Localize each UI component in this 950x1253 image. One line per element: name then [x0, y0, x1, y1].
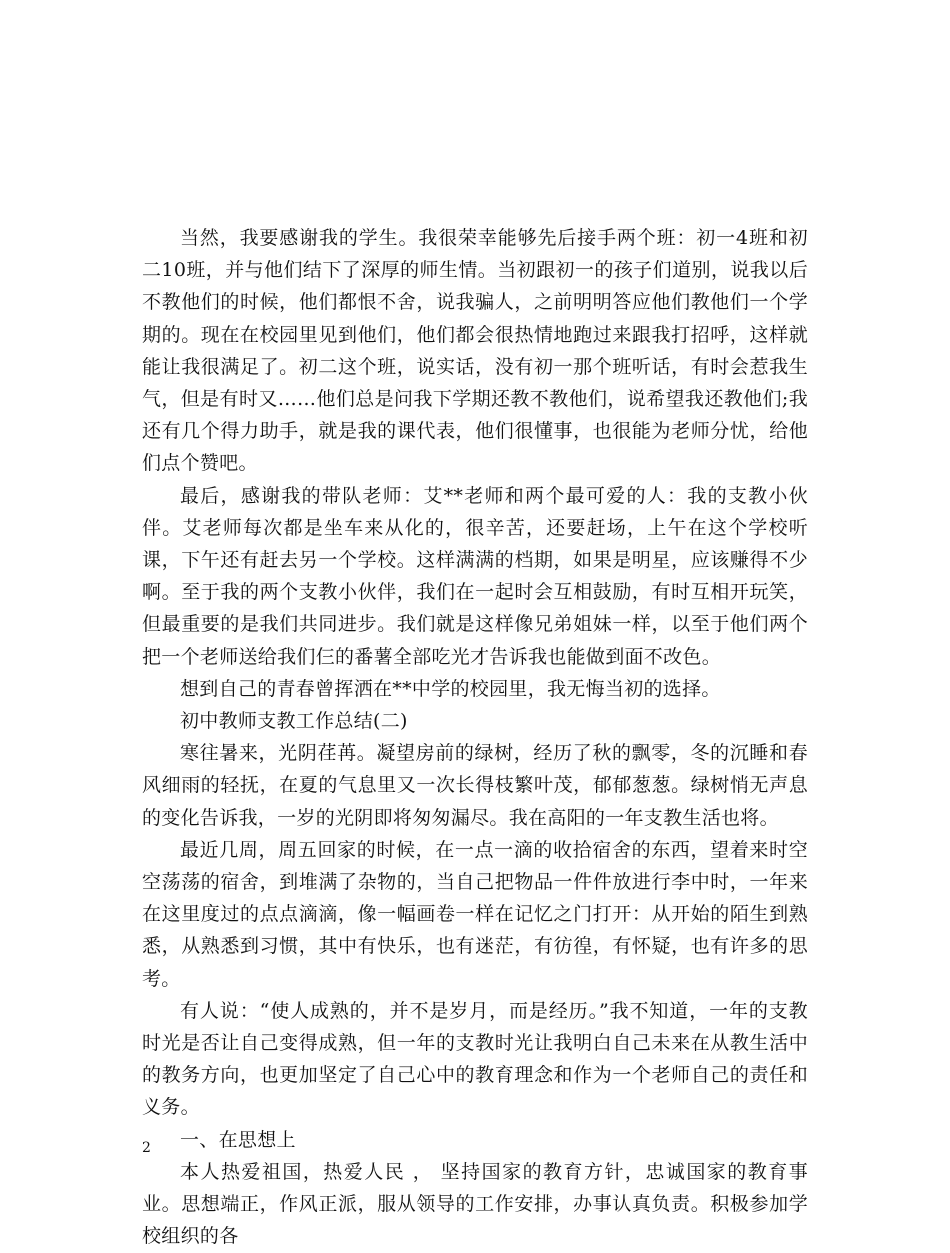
section-title: 初中教师支教工作总结(二) — [180, 710, 408, 733]
subsection-heading: 一、在思想上 — [180, 1128, 296, 1151]
paragraph-no-regret: 想到自己的青春曾挥洒在**中学的校园里，我无悔当初的选择。 — [180, 677, 721, 700]
page-number: 2 — [142, 1140, 151, 1156]
paragraph-experience: 有人说：“使人成熟的，并不是岁月，而是经历。”我不知道，一年的支教时光是否让自己变得成熟，但一年的支教时光让我明白自己未来在从教生活中的教务方向，也更加坚定了自己心中的教育理念和作为一个老师自己的责任和义务。 — [142, 999, 808, 1119]
document-body — [142, 222, 808, 1253]
paragraph-thanks-students: 当然，我要感谢我的学生。我很荣幸能够先后接手两个班：初一4班和初二10班，并与他们结下了深厚的师生情。当初跟初一的孩子们道别，说我以后不教他们的时候，他们都恨不舍，说我骗人，之前明明答应他们教他们一个学期的。现在在校园里见到他们，他们都会很热情地跑过来跟我打招呼，这样就能让我很满足了。初二这个班，说实话，没有初一那个班听话，有时会惹我生气，但是有时又……他们总是问我下学期还教不教他们，说希望我还教他们;我还有几个得力助手，就是我的课代表，他们很懂事，也很能为老师分忧，给他们点个赞吧。 — [142, 227, 808, 475]
paragraph-ideology: 本人热爱祖国，热爱人民 ， 坚持国家的教育方针，忠诚国家的教育事业。思想端正，作风正派，服从领导的工作安排，办事认真负责。积极参加学校组织的各 — [142, 1160, 808, 1248]
paragraph-thanks-teachers: 最后，感谢我的带队老师：艾**老师和两个最可爱的人：我的支教小伙伴。艾老师每次都是坐车来从化的，很辛苦，还要赶场，上午在这个学校听课，下午还有赶去另一个学校。这样满满的档期，如果是明星，应该赚得不少啊。至于我的两个支教小伙伴，我们在一起时会互相鼓励，有时互相开玩笑，但最重要的是我们共同进步。我们就是这样像兄弟姐妹一样，以至于他们两个把一个老师送给我们仨的番薯全部吃光才告诉我也能做到面不改色。 — [142, 484, 808, 668]
paragraph-seasons: 寒往暑来，光阴荏苒。凝望房前的绿树，经历了秋的飘零，冬的沉睡和春风细雨的轻抚，在夏的气息里又一次长得枝繁叶茂，郁郁葱葱。绿树悄无声息的变化告诉我，一岁的光阴即将匆匆漏尽。我在高阳的一年支教生活也将。 — [142, 742, 808, 829]
paragraph-packing: 最近几周，周五回家的时候，在一点一滴的收拾宿舍的东西，望着来时空空荡荡的宿舍，到堆满了杂物的，当自己把物品一件件放进行李中时，一年来在这里度过的点点滴滴，像一幅画卷一样在记忆之门打开：从开始的陌生到熟悉，从熟悉到习惯，其中有快乐，也有迷茫，有彷徨，有怀疑，也有许多的思考。 — [142, 838, 808, 990]
